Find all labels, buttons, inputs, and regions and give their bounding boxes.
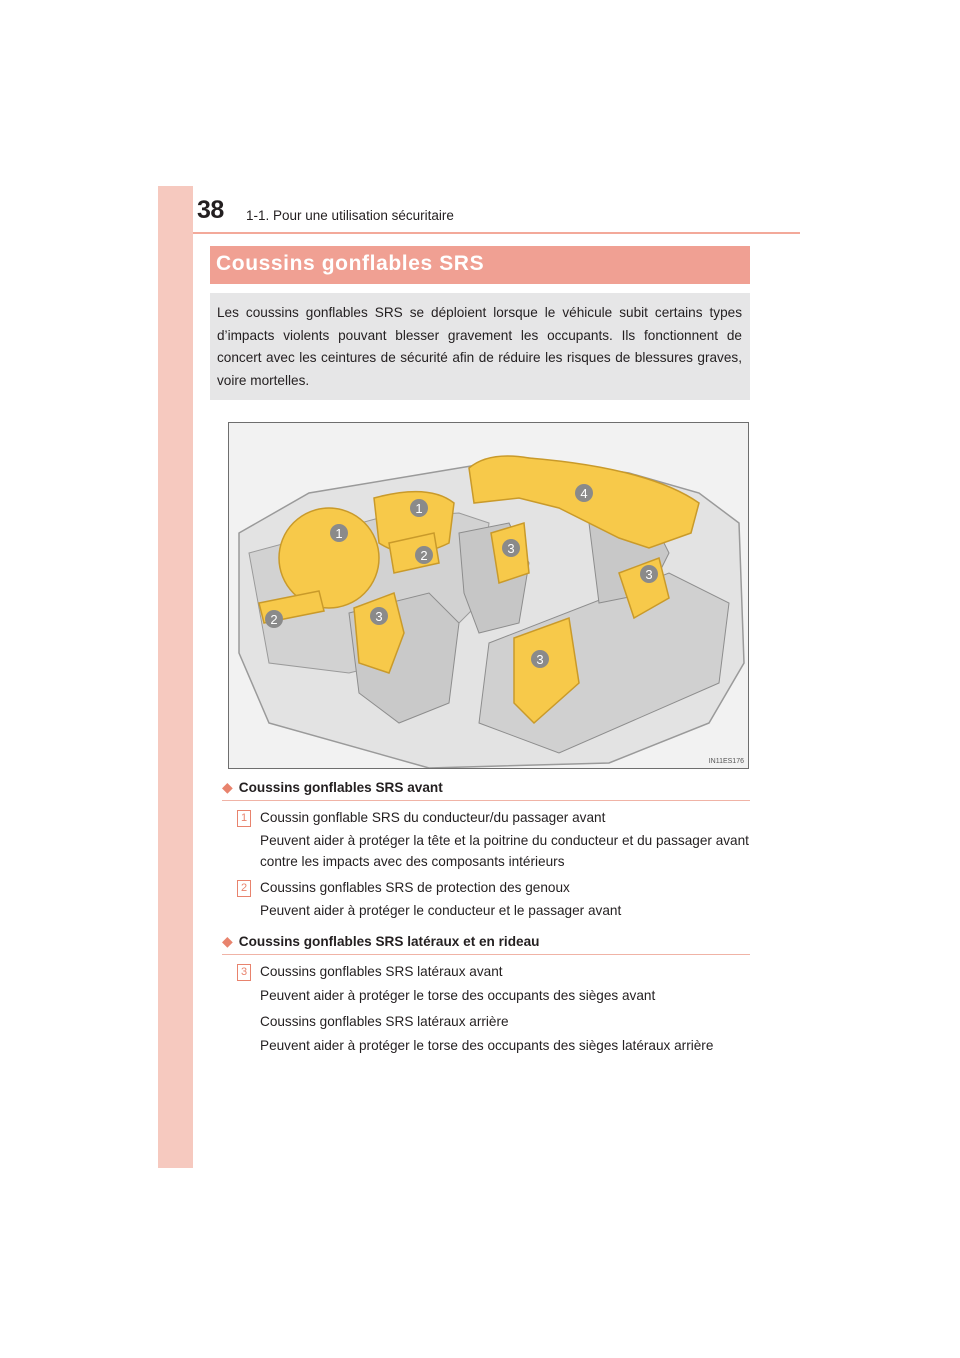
figure-code: IN11ES176 [708,758,744,765]
group-heading-side-label: Coussins gonflables SRS latéraux et en rideau [238,934,540,949]
group-heading-rule [222,954,750,955]
item-body-3: Peuvent aider à protéger le torse des occupants des sièges avant [260,988,656,1003]
callout-2a [265,610,283,628]
intro-text: Les coussins gonflables SRS se déploient lorsque le véhicule subit certains types d’impacts violents pouvant blesser gravement les occupants. Ils fonctionnent de concert avec les ceintures de sécurité afin de réduire les risques de blessures graves, voire mortelles. [217,305,742,388]
section-title: Coussins gonflables SRS [216,252,485,275]
callout-3d [531,650,549,668]
item-body-4: Peuvent aider à protéger le torse des occupants des sièges latéraux arrière [260,1038,714,1053]
vehicle-interior-drawing [229,423,749,769]
callout-1b [410,499,428,517]
item-marker-3: 3 [237,964,251,981]
side-color-band [158,186,193,1168]
item-title-3: Coussins gonflables SRS latéraux avant [260,964,503,979]
intro-box [210,293,750,400]
diamond-icon: ◆ [222,933,233,949]
driver-front-airbag [279,508,379,608]
svg-text:3: 3 [507,541,515,556]
page-number: 38 [197,196,224,224]
callout-1a [330,524,348,542]
item-title-2: Coussins gonflables SRS de protection des genoux [260,880,570,895]
svg-text:1: 1 [415,501,423,516]
svg-text:2: 2 [420,548,428,563]
item-body-2: Peuvent aider à protéger le conducteur et le passager avant [260,903,622,918]
group-heading-front [222,779,443,796]
group-heading-front-label: Coussins gonflables SRS avant [238,780,443,795]
callout-3a [370,607,388,625]
diamond-icon: ◆ [222,779,233,795]
svg-text:2: 2 [270,612,278,627]
item-body-1: Peuvent aider à protéger la tête et la poitrine du conducteur et du passager avant contre les impacts avec des composants intérieurs [260,833,749,869]
header-rule [193,232,800,234]
callout-3c [640,565,658,583]
svg-text:3: 3 [645,567,653,582]
group-heading-side [222,933,539,950]
airbag-illustration [228,422,749,769]
item-title-4: Coussins gonflables SRS latéraux arrière [260,1014,509,1029]
svg-text:3: 3 [375,609,383,624]
callout-4 [575,484,593,502]
svg-text:1: 1 [335,526,343,541]
item-title-1: Coussin gonflable SRS du conducteur/du passager avant [260,810,606,825]
callout-3b [502,539,520,557]
group-heading-rule [222,800,750,801]
callout-2b [415,546,433,564]
svg-text:4: 4 [580,486,588,501]
svg-text:3: 3 [536,652,544,667]
item-marker-1: 1 [237,810,251,827]
item-marker-2: 2 [237,880,251,897]
running-head: 1-1. Pour une utilisation sécuritaire [246,208,454,223]
section-title-bar [210,246,750,284]
